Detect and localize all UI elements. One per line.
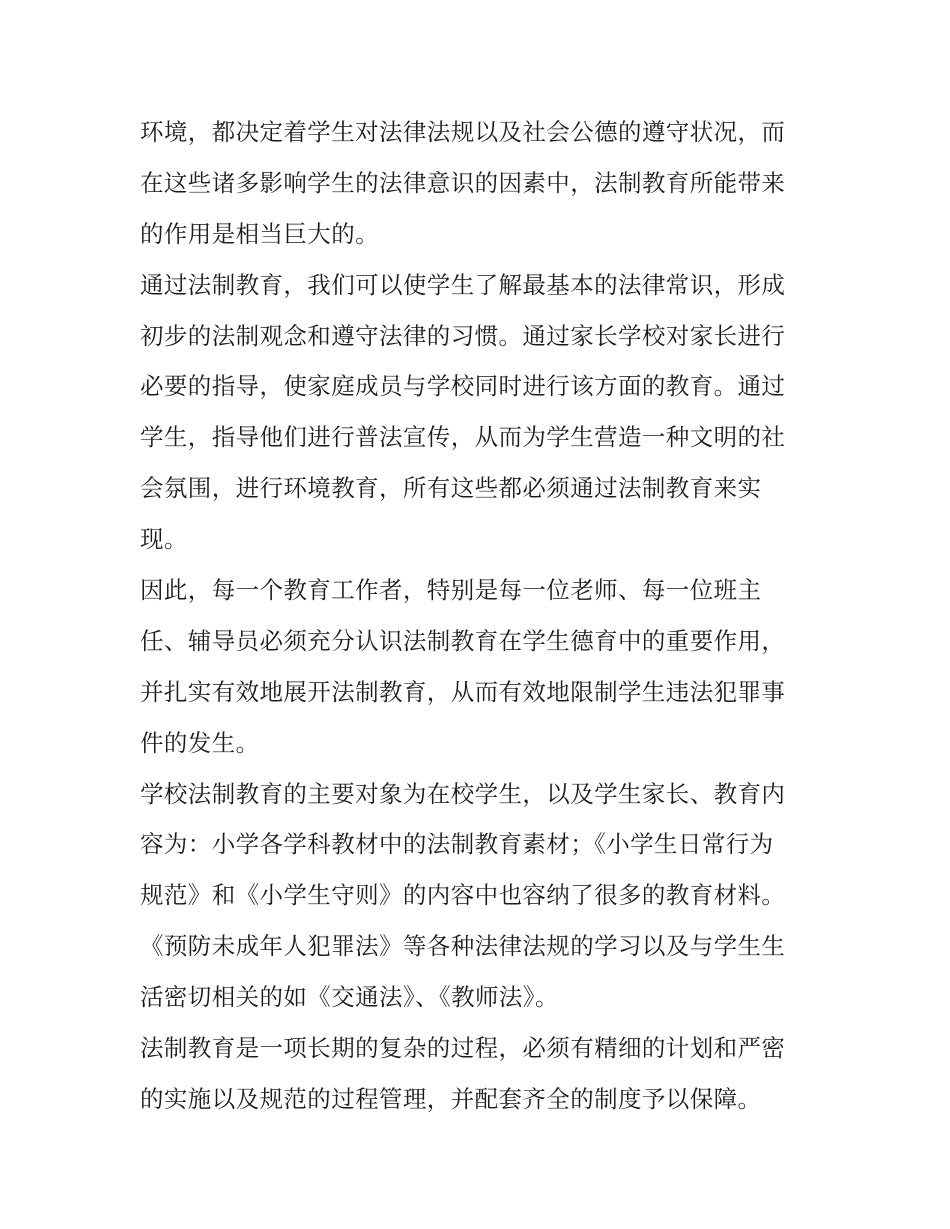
text-line: 任、辅导员必须充分认识法制教育在学生德育中的重要作用， [140,626,786,655]
text-line: 的作用是相当巨大的。 [140,219,379,248]
text-line: 学生，指导他们进行普法宣传，从而为学生营造一种文明的社 [140,423,786,452]
body-text [140,107,815,1125]
paragraph-5 [140,1023,815,1125]
text-line: 的实施以及规范的过程管理，并配套齐全的制度予以保障。 [140,1084,762,1113]
text-line: 因此，每一个教育工作者，特别是每一位老师、每一位班主 [140,576,762,605]
paragraph-3 [140,565,815,769]
text-line: 环境，都决定着学生对法律法规以及社会公德的遵守状况，而 [140,118,786,146]
text-line: 在这些诸多影响学生的法律意识的因素中，法制教育所能带来 [140,168,786,197]
text-line: 现。 [140,525,188,554]
paragraph-2 [140,260,815,565]
text-line: 法制教育是一项长期的复杂的过程，必须有精细的计划和严密 [140,1034,786,1063]
text-line: 《预防未成年人犯罪法》等各种法律法规的学习以及与学生生 [140,932,786,961]
text-line: 规范》和《小学生守则》的内容中也容纳了很多的教育材料。 [140,881,786,910]
paragraph-1 [140,107,815,260]
text-line: 活密切相关的如《交通法》、《教师法》。 [140,983,559,1012]
text-line: 并扎实有效地展开法制教育，从而有效地限制学生违法犯罪事 [140,677,786,706]
text-line: 会氛围，进行环境教育，所有这些都必须通过法制教育来实 [140,474,762,503]
text-line: 必要的指导，使家庭成员与学校同时进行该方面的教育。通过 [140,372,786,401]
text-line: 容为：小学各学科教材中的法制教育素材；《小学生日常行为 [140,830,774,859]
text-line: 通过法制教育，我们可以使学生了解最基本的法律常识，形成 [140,270,786,299]
text-line: 初步的法制观念和遵守法律的习惯。通过家长学校对家长进行 [140,321,786,350]
text-line: 件的发生。 [140,728,260,757]
paragraph-4 [140,769,815,1023]
text-line: 学校法制教育的主要对象为在校学生，以及学生家长、教育内 [140,779,786,808]
